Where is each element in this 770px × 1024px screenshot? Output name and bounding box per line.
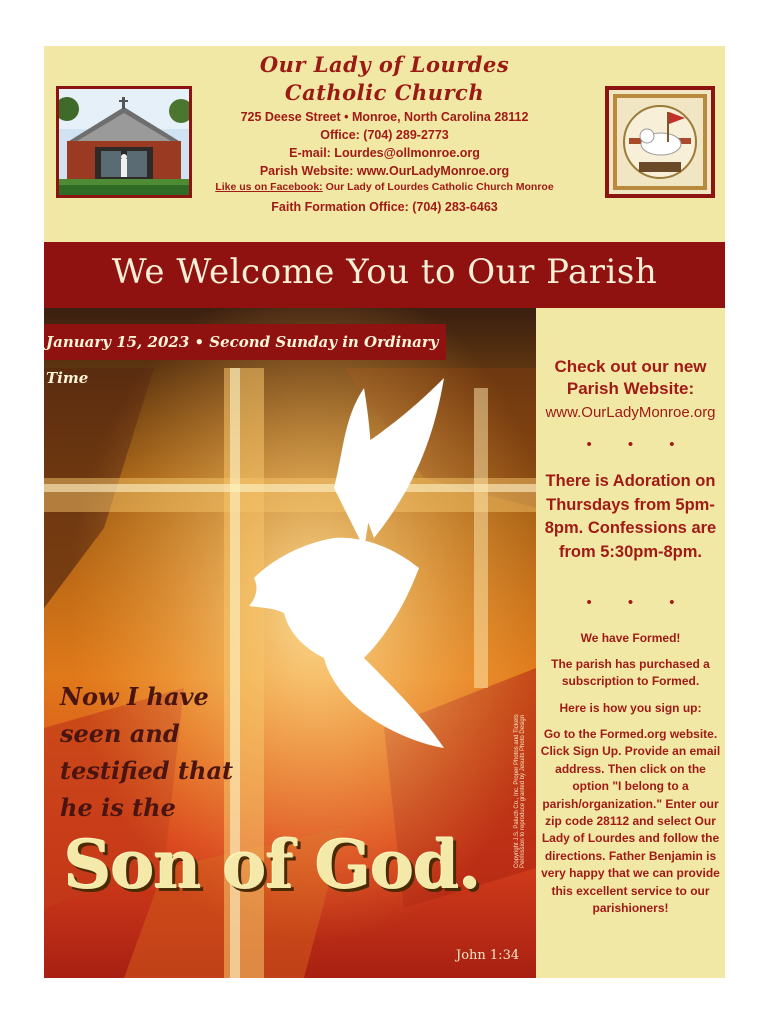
facebook-name: Our Lady of Lourdes Catholic Church Monroe (325, 181, 554, 193)
divider-dots: • • • (586, 594, 691, 611)
facebook-label: Like us on Facebook: (215, 181, 323, 193)
parish-website[interactable]: Parish Website: www.OurLadyMonroe.org (259, 164, 510, 178)
divider-dots: • • • (586, 436, 691, 453)
quote-line: seen and (60, 719, 180, 748)
church-name-line2: Catholic Church (284, 80, 485, 105)
son-of-god-title: Son of God. (64, 826, 481, 904)
website-url[interactable]: www.OurLadyMonroe.org (545, 404, 716, 421)
copyright-line: Copyright J.S. Paluch Co., Inc. Proper Photos and Tickets (514, 714, 520, 868)
announcements-column (536, 308, 725, 978)
copyright-notice (514, 608, 526, 868)
welcome-banner (44, 242, 725, 308)
church-photo (56, 86, 192, 198)
formed-paragraph: The parish has purchased a subscription to Formed. (551, 657, 710, 689)
formed-signup-intro: Here is how you sign up: (559, 701, 702, 715)
parish-seal (605, 86, 715, 198)
email[interactable]: E-mail: Lourdes@ollmonroe.org (289, 146, 480, 160)
poster-image (44, 308, 536, 978)
bulletin-page (44, 46, 725, 978)
address: 725 Deese Street • Monroe, North Carolina 28112 (240, 110, 529, 124)
website-heading: Check out our new Parish Website: (554, 357, 707, 398)
date-banner: January 15, 2023 • Second Sunday in Ordinary Time (44, 324, 446, 360)
quote-line: testified that (60, 756, 234, 785)
banner-title: We Welcome You to Our Parish (111, 252, 658, 292)
copyright-line: Permission to reproduce granted by Jesuits Photo Design (520, 714, 526, 868)
adoration-notice: There is Adoration on Thursdays from 5pm-8pm. Confessions are from 5:30pm-8pm. (544, 472, 717, 561)
quote-line: Now I have (60, 682, 209, 711)
quote-line: he is the (60, 793, 176, 822)
church-building-image (59, 89, 189, 195)
scripture-citation: John 1:34 (456, 948, 520, 963)
formed-heading: We have Formed! (580, 631, 681, 645)
formed-instructions: Go to the Formed.org website. Click Sign Up. Provide an email address. Then click on the option "I belong to a parish/organization." Enter our zip code 28112 and select Our Lady of Lourdes and follow the directions. Father Benjamin is very happy that we can provide this excellent service to our parishioners! (540, 727, 721, 916)
church-name-line1: Our Lady of Lourdes (259, 52, 510, 77)
lamb-of-god-icon (609, 90, 711, 194)
office-phone: Office: (704) 289-2773 (320, 128, 449, 142)
scripture-quote (60, 678, 260, 826)
faith-formation-phone: Faith Formation Office: (704) 283-6463 (271, 200, 498, 214)
